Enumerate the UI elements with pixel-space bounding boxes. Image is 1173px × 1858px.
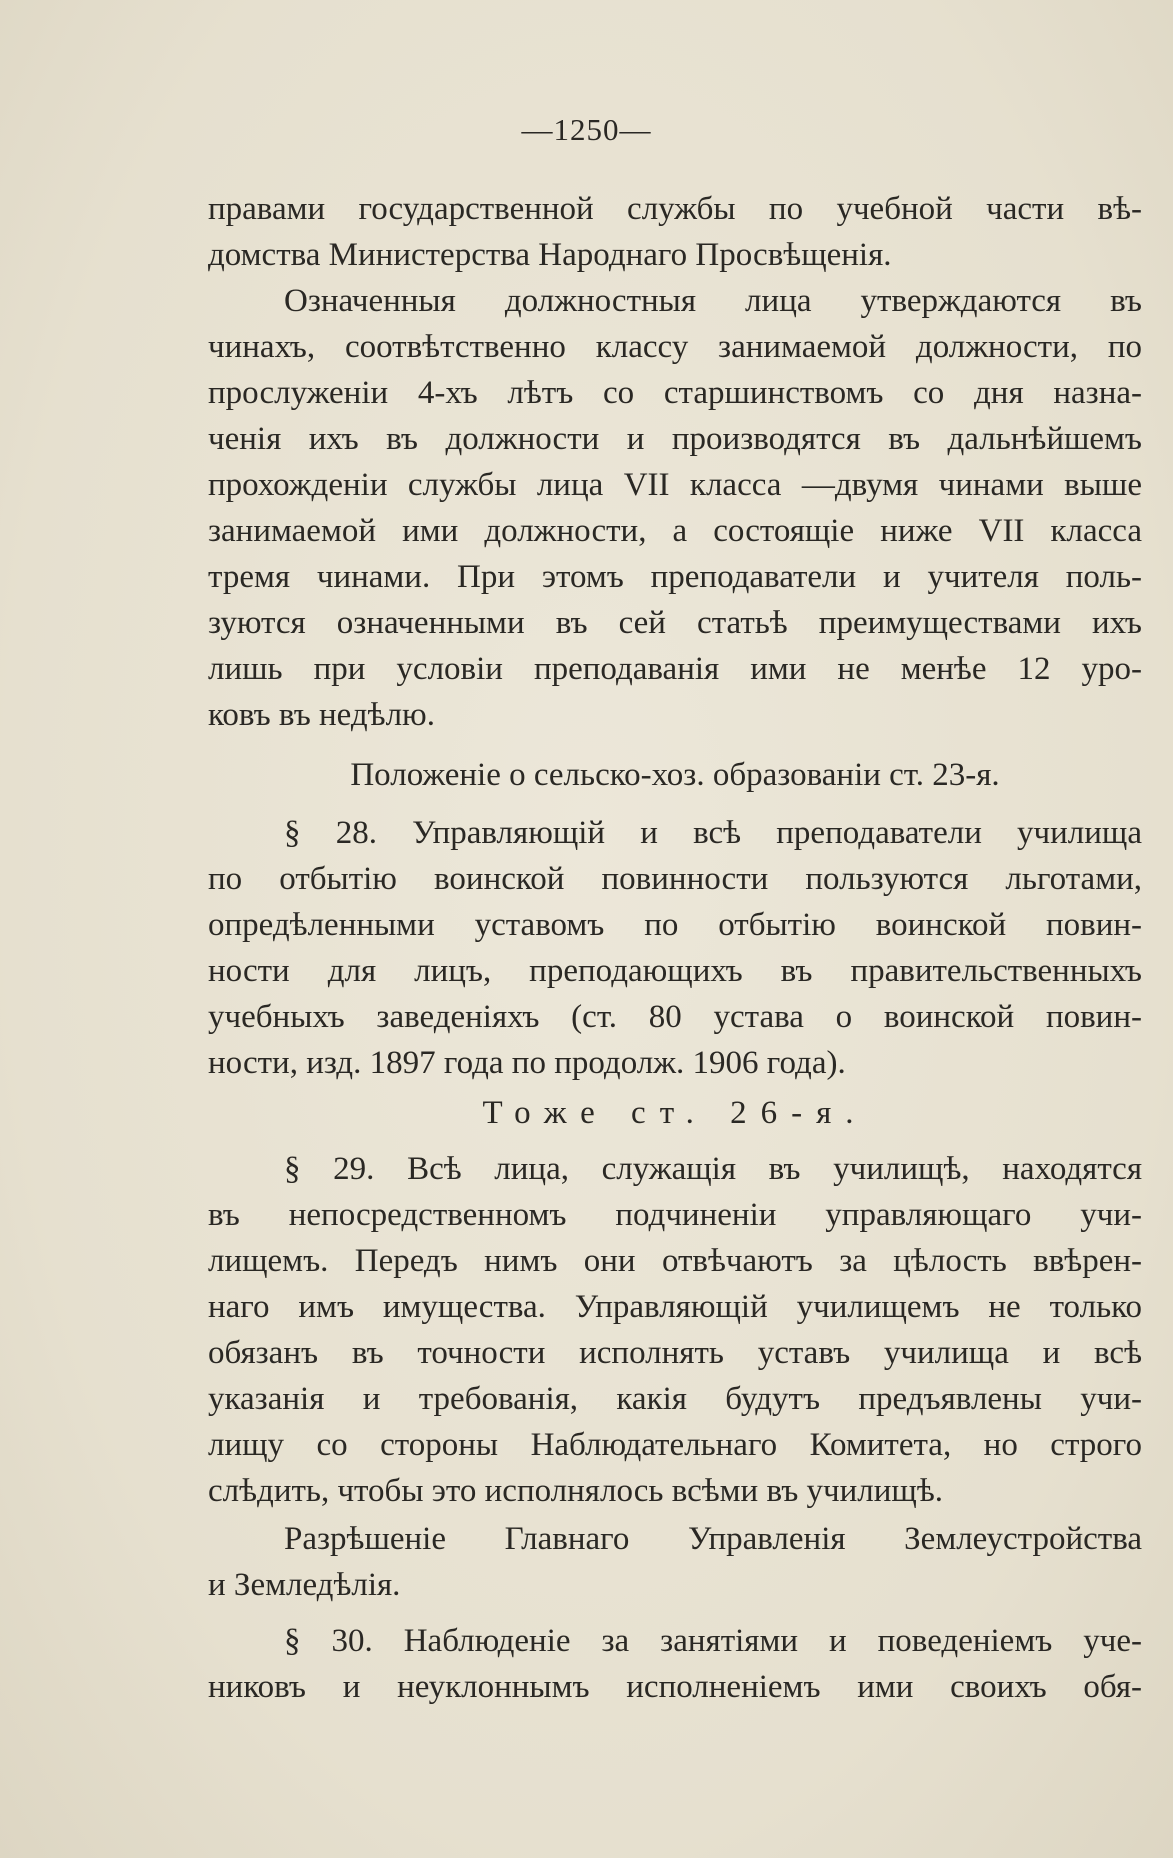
text-line: домства Министерства Народнаго Просвѣщенія. bbox=[208, 237, 892, 273]
text-line: учебныхъ заведеніяхъ (ст. 80 устава о воинской повин- bbox=[208, 999, 1142, 1035]
text-line: Означенныя должностныя лица утверждаются въ bbox=[284, 283, 1142, 319]
text-line: лишь при условіи преподаванія ими не менѣе 12 уро- bbox=[208, 651, 1142, 687]
text-line: наго имъ имущества. Управляющій училищемъ не только bbox=[208, 1289, 1142, 1325]
text-line: ченія ихъ въ должности и производятся въ дальнѣйшемъ bbox=[208, 421, 1142, 457]
text-line: чинахъ, соотвѣтственно классу занимаемой должности, по bbox=[208, 329, 1142, 365]
section-heading: и Земледѣлія. bbox=[208, 1567, 401, 1603]
section-heading: Тоже ст. 26-я. bbox=[482, 1095, 868, 1131]
text-line: ности, изд. 1897 года по продолж. 1906 года). bbox=[208, 1045, 846, 1081]
text-line: правами государственной службы по учебной части вѣ- bbox=[208, 191, 1142, 227]
text-line: по отбытію воинской повинности пользуются льготами, bbox=[208, 861, 1142, 897]
text-line: въ непосредственномъ подчиненіи управляющаго учи- bbox=[208, 1197, 1142, 1233]
text-line: слѣдить, чтобы это исполнялось всѣми въ училищѣ. bbox=[208, 1473, 944, 1509]
text-line: лищу со стороны Наблюдательнаго Комитета, но строго bbox=[208, 1427, 1142, 1463]
section-heading: Разрѣшеніе Главнаго Управленія Землеустройства bbox=[284, 1521, 1142, 1557]
text-line: занимаемой ими должности, а состоящіе ниже VII класса bbox=[208, 513, 1142, 549]
text-line: опредѣленными уставомъ по отбытію воинской повин- bbox=[208, 907, 1142, 943]
section-heading: Положеніе о сельско-хоз. образованіи ст. 23-я. bbox=[350, 757, 1000, 793]
text-line: прохожденіи службы лица VII класса —двумя чинами выше bbox=[208, 467, 1142, 503]
text-line: § 29. Всѣ лица, служащія въ училищѣ, находятся bbox=[284, 1151, 1142, 1187]
text-line: ковъ въ недѣлю. bbox=[208, 697, 435, 733]
text-line: тремя чинами. При этомъ преподаватели и учителя поль- bbox=[208, 559, 1142, 595]
text-line: § 30. Наблюденіе за занятіями и поведеніемъ уче- bbox=[284, 1623, 1142, 1659]
text-line: обязанъ въ точности исполнять уставъ училища и всѣ bbox=[208, 1335, 1142, 1371]
text-line: зуются означенными въ сей статьѣ преимуществами ихъ bbox=[208, 605, 1142, 641]
text-line: указанія и требованія, какія будутъ предъявлены учи- bbox=[208, 1381, 1142, 1417]
text-line: ности для лицъ, преподающихъ въ правительственныхъ bbox=[208, 953, 1142, 989]
text-line: никовъ и неуклоннымъ исполненіемъ ими своихъ обя- bbox=[208, 1669, 1142, 1705]
text-line: прослуженіи 4-хъ лѣтъ со старшинствомъ со дня назна- bbox=[208, 375, 1142, 411]
page-number: —1250— bbox=[521, 112, 652, 147]
text-line: лищемъ. Передъ нимъ они отвѣчаютъ за цѣлость ввѣрен- bbox=[208, 1243, 1142, 1279]
text-line: § 28. Управляющій и всѣ преподаватели училища bbox=[284, 815, 1142, 851]
